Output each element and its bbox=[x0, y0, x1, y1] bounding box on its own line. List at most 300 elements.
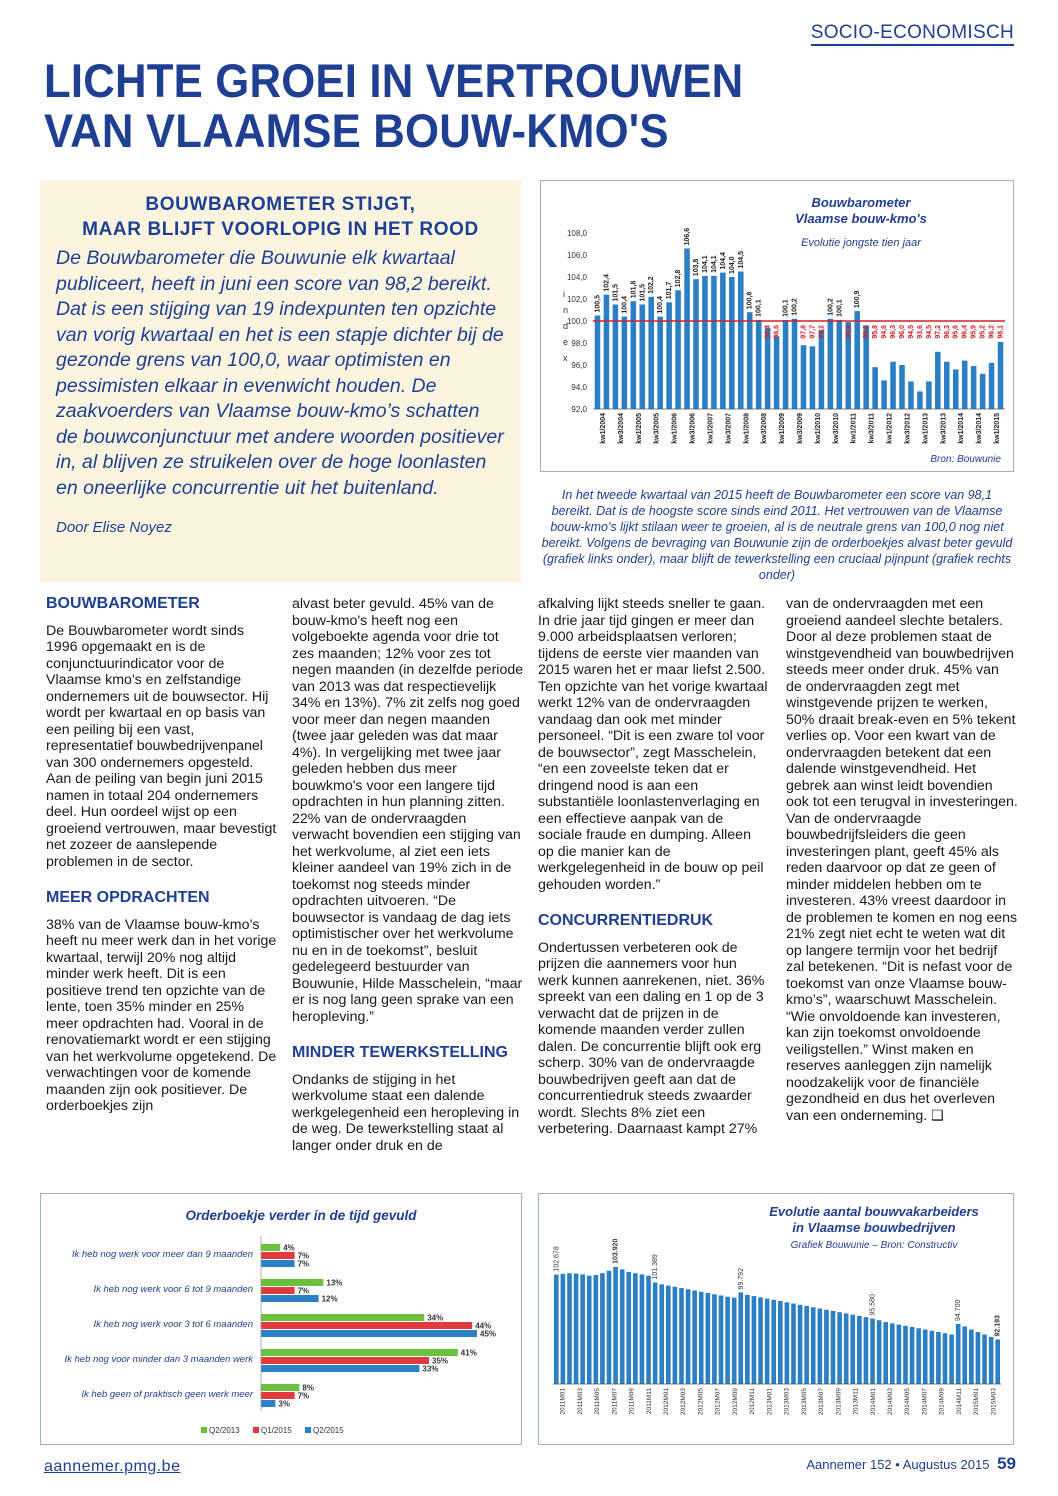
order-bar bbox=[261, 1279, 323, 1286]
worker-data-label: 103.920 bbox=[612, 1238, 620, 1264]
worker-bar bbox=[844, 1313, 849, 1384]
barometer-data-label: 104,4 bbox=[719, 252, 727, 270]
barometer-data-label: 96,2 bbox=[988, 325, 996, 339]
barometer-bar bbox=[926, 382, 932, 410]
bouwvakarbeiders-chart bbox=[538, 1193, 1014, 1445]
legend-swatch bbox=[305, 1427, 311, 1433]
barometer-data-label: 96,3 bbox=[890, 325, 898, 339]
worker-bar bbox=[811, 1307, 816, 1384]
section-heading: MINDER TEWERKSTELLING bbox=[292, 1044, 508, 1061]
worker-bar bbox=[659, 1284, 664, 1384]
article-paragraph: Ondertussen verbeteren ook de prijzen die aannemers voor hun werk kunnen aanrekenen, niet. 36% spreekt van een daling en 1 op de 3 verwacht dat de prijzen in de komende maanden verder zullen dalen. De concurrentie blijft ook erg scherp. 30% van de ondervraagde bouwbedrijven geeft aan dat de concurrentiedruk steeds zwaarder wordt. Slechts 8% ziet een verbetering. Daarnaast kampt 27% bbox=[538, 939, 765, 1137]
y-axis-label-letter: n bbox=[563, 305, 569, 315]
barometer-data-label: 100,8 bbox=[746, 291, 754, 310]
barometer-bar bbox=[810, 346, 816, 409]
x-tick-label: 2014M05 bbox=[904, 1388, 912, 1416]
intro-subtitle bbox=[56, 192, 505, 242]
order-bar bbox=[261, 1244, 280, 1251]
barometer-data-label: 96,3 bbox=[943, 325, 951, 339]
chart2-svg bbox=[41, 1194, 521, 1444]
worker-bar bbox=[732, 1298, 737, 1384]
article-column-1 bbox=[46, 596, 278, 1115]
x-tick-label: 2014M01 bbox=[869, 1388, 877, 1416]
order-bar bbox=[261, 1392, 295, 1399]
barometer-bar bbox=[980, 374, 986, 409]
barometer-bar bbox=[971, 366, 977, 409]
barometer-data-label: 95,9 bbox=[970, 325, 978, 339]
order-bar bbox=[261, 1357, 429, 1364]
worker-bar bbox=[897, 1325, 902, 1384]
barometer-data-label: 95,8 bbox=[872, 325, 880, 339]
chart3-title-line-2: in Vlaamse bouwbedrijven bbox=[792, 1220, 956, 1235]
worker-bar bbox=[916, 1328, 921, 1384]
order-bar bbox=[261, 1330, 477, 1337]
x-tick-label: kw3/2010 bbox=[832, 413, 840, 444]
x-tick-label: kw3/2014 bbox=[976, 413, 984, 444]
barometer-bar bbox=[819, 330, 825, 409]
barometer-data-label: 100,5 bbox=[594, 294, 602, 313]
y-axis-label-letter: d bbox=[563, 321, 569, 331]
worker-bar bbox=[883, 1322, 888, 1384]
x-tick-label: 2013M09 bbox=[835, 1388, 843, 1416]
x-tick-label: kw3/2004 bbox=[617, 413, 625, 444]
worker-bar bbox=[936, 1332, 941, 1384]
y-tick-label: 94,0 bbox=[571, 383, 587, 392]
article-paragraph: van de ondervraagden met een groeiend aandeel slechte betalers. Door al deze problemen staat de winstgevendheid van bouwbedrijven steeds meer onder druk. 45% van de ondervraagden zegt met winstgevende prijzen te werken, 50% draait break-even en 5% tekent verlies op. Voor een kwart van de ondervraagden betekent dat een dalende winstgevendheid. Het gebrek aan winst leidt bovendien ook tot een terugval in investeringen. Van de ondervraagde bouwbedrijfsleiders die geen investeringen plant, geeft 45% als reden daarvoor op dat ze geen of minder middelen hebben om te investeren. 43% vreest daardoor in de problemen te komen en nog eens 21% zegt niet echt te weten wat dit op langere termijn voor het bedrijf zal betekenen. “Dit is nefast voor de toekomst van onze Vlaamse bouw-kmo’s”, waarschuwt Masschelein. “Wie onvoldoende kan investeren, kan zijn toekomst onvoldoende veiligstellen.” Winst maken en reserves aanleggen zijn namelijk noodzakelijk voor de financiële gezondheid en dus het overleven van een onderneming. ❑ bbox=[786, 596, 1018, 1124]
y-tick-label: 98,0 bbox=[571, 339, 587, 348]
category-label: Ik heb nog werk voor meer dan 9 maanden bbox=[71, 1249, 253, 1260]
barometer-data-label: 104,0 bbox=[728, 256, 736, 274]
worker-bar bbox=[752, 1296, 757, 1384]
legend-label: Q2/2013 bbox=[209, 1426, 240, 1435]
x-tick-label: kw3/2007 bbox=[725, 413, 733, 444]
x-tick-label: kw3/2012 bbox=[904, 413, 912, 444]
worker-bar bbox=[738, 1292, 743, 1384]
x-tick-label: kw1/2014 bbox=[958, 413, 966, 444]
barometer-data-label: 102,8 bbox=[675, 269, 683, 288]
worker-bar bbox=[976, 1332, 981, 1384]
barometer-bar bbox=[774, 336, 780, 409]
worker-bar bbox=[626, 1272, 631, 1384]
worker-bar bbox=[607, 1271, 612, 1384]
barometer-bar bbox=[899, 365, 905, 409]
category-label: Ik heb nog werk voor 6 tot 9 maanden bbox=[93, 1284, 253, 1295]
worker-bar bbox=[646, 1276, 651, 1384]
barometer-bar bbox=[953, 369, 959, 409]
barometer-bar bbox=[998, 342, 1004, 409]
barometer-data-label: 94,5 bbox=[925, 325, 933, 339]
x-tick-label: kw3/2006 bbox=[689, 413, 697, 444]
footer-issue bbox=[806, 1454, 1016, 1474]
worker-bar bbox=[804, 1306, 809, 1384]
x-tick-label: 2014M03 bbox=[887, 1388, 894, 1416]
intro-box bbox=[40, 180, 521, 582]
barometer-bar bbox=[595, 316, 601, 410]
worker-bar bbox=[620, 1269, 625, 1384]
worker-bar bbox=[640, 1274, 645, 1384]
article-paragraph: alvast beter gevuld. 45% van de bouw-kmo's heeft nog een volgeboekte agenda voor drie tot zes maanden; 12% voor zes tot negen maanden (in dezelfde periode van 2013 was dat respectievelijk 34% en 13%). 7% zit zelfs nog goed voor meer dan negen maanden (twee jaar geleden was dat maar 4%). In vergelijking met twee jaar geleden hebben dus meer bouwkmo's voor een langere tijd opdrachten in hun planning zitten. 22% van de ondervraagden verwacht bovendien een stijging van het werkvolume, al ziet een iets kleiner aandeel van 19% zich in de toekomst nog steeds minder opdrachten uitvoeren. “De bouwsector is vandaag de dag iets optimistischer over het werkvolume nu en in de toekomst”, besluit gedelegeerd bestuurder van Bouwunie, Hilde Masschelein, “maar er is nog lang geen sprake van een heropleving.” bbox=[292, 596, 524, 1025]
barometer-data-label: 94,5 bbox=[907, 325, 915, 339]
barometer-bar bbox=[684, 248, 690, 409]
worker-bar bbox=[554, 1275, 559, 1384]
order-data-label: 35% bbox=[432, 1356, 449, 1366]
chart1-subtitle: Evolutie jongste tien jaar bbox=[801, 237, 921, 249]
article-column-3 bbox=[538, 596, 770, 1138]
barometer-data-label: 96,4 bbox=[961, 325, 969, 339]
barometer-bar bbox=[738, 272, 744, 410]
barometer-data-label: 101,8 bbox=[630, 280, 638, 299]
worker-data-label: 101.389 bbox=[652, 1254, 660, 1280]
article-column-4 bbox=[786, 596, 1018, 1124]
x-tick-label: kw1/2013 bbox=[922, 413, 930, 444]
section-tag: SOCIO-ECONOMISCH bbox=[811, 22, 1014, 46]
x-tick-label: 2015M03 bbox=[990, 1388, 998, 1416]
barometer-data-label: 99,6 bbox=[863, 325, 871, 339]
x-tick-label: kw1/2011 bbox=[850, 413, 858, 444]
worker-bar bbox=[587, 1276, 592, 1384]
article-column-2 bbox=[292, 596, 524, 1154]
article-paragraph: 38% van de Vlaamse bouw-kmo’s heeft nu meer werk dan in het vorige kwartaal, terwijl 20% nog altijd minder werk heeft. Dit is een positieve trend ten opzichte van de lente, toen 35% minder en 25% meer opdrachten had. Vooral in de renovatiemarkt wordt er een stijging van het werkvolume opgetekend. De verwachtingen voor de komende maanden zijn ook positiever. De orderboekjes zijn bbox=[46, 916, 277, 1114]
barometer-bar bbox=[783, 320, 789, 409]
intro-subtitle-line-2: MAAR BLIJFT VOORLOPIG IN HET ROOD bbox=[82, 219, 479, 240]
barometer-bar bbox=[657, 317, 663, 409]
footer-website[interactable]: aannemer.pmg.be bbox=[44, 1458, 181, 1475]
y-tick-label: 92,0 bbox=[571, 405, 587, 414]
barometer-data-label: 103,8 bbox=[693, 258, 700, 277]
barometer-bar bbox=[935, 352, 941, 409]
barometer-bar bbox=[720, 273, 726, 409]
chart2-title: Orderboekje verder in de tijd gevuld bbox=[185, 1208, 417, 1223]
order-bar bbox=[261, 1384, 299, 1391]
worker-bar bbox=[956, 1324, 961, 1384]
section-heading: MEER OPDRACHTEN bbox=[46, 889, 210, 906]
barometer-bar bbox=[828, 319, 834, 409]
x-tick-label: kw1/2015 bbox=[994, 413, 1002, 444]
article-paragraph: Ondanks de stijging in het werkvolume staat een dalende werkgelegenheid een heropleving in de weg. De tewerkstelling staat al langer onder druk en de bbox=[292, 1071, 520, 1154]
barometer-bar bbox=[765, 328, 771, 409]
barometer-bar bbox=[792, 319, 798, 409]
worker-bar bbox=[995, 1339, 1000, 1384]
barometer-data-label: 96,0 bbox=[899, 325, 906, 339]
worker-bar bbox=[903, 1326, 908, 1384]
barometer-data-label: 101,7 bbox=[666, 281, 674, 300]
chart1-title-line-1: Bouwbarometer bbox=[811, 195, 911, 210]
worker-bar bbox=[567, 1273, 572, 1384]
x-tick-label: 2011M07 bbox=[611, 1388, 619, 1415]
worker-bar bbox=[666, 1286, 671, 1384]
order-bar bbox=[261, 1314, 424, 1321]
order-data-label: 41% bbox=[460, 1348, 477, 1358]
worker-bar bbox=[850, 1315, 855, 1384]
x-tick-label: 2011M01 bbox=[559, 1388, 567, 1415]
worker-bar bbox=[818, 1308, 823, 1384]
chart1-source: Bron: Bouwunie bbox=[930, 454, 1001, 465]
worker-bar bbox=[910, 1327, 915, 1384]
barometer-bar bbox=[881, 380, 887, 409]
barometer-data-label: 100,4 bbox=[657, 296, 665, 314]
worker-bar bbox=[699, 1292, 704, 1384]
order-bar bbox=[261, 1287, 295, 1294]
x-tick-label: 2012M05 bbox=[697, 1388, 705, 1416]
x-tick-label: 2012M01 bbox=[663, 1388, 670, 1416]
barometer-bar bbox=[944, 362, 950, 409]
barometer-data-label: 100,1 bbox=[836, 299, 844, 317]
y-tick-label: 104,0 bbox=[566, 273, 587, 282]
barometer-bar bbox=[989, 363, 995, 409]
x-tick-label: kw3/2009 bbox=[797, 413, 804, 444]
order-data-label: 7% bbox=[297, 1286, 310, 1296]
x-tick-label: kw3/2008 bbox=[761, 413, 769, 444]
worker-bar bbox=[798, 1305, 803, 1384]
barometer-bar bbox=[962, 361, 968, 409]
headline-line-1: LICHTE GROEI IN VERTROUWEN bbox=[44, 54, 744, 107]
x-tick-label: 2014M09 bbox=[938, 1388, 946, 1416]
headline-line-2: VAN VLAAMSE BOUW-KMO'S bbox=[44, 104, 669, 157]
chart1-caption: In het tweede kwartaal van 2015 heeft de Bouwbarometer een score van 98,1 bereikt. Dat is de hoogste score sinds eind 2011. Het vertrouwen van de Vlaamse bouw-kmo's lijkt stilaan weer te groeien, al is de neutrale grens van 100,0 nog niet bereikt. Volgens de bevraging van Bouwunie zijn de orderboekjes alvast beter gevuld (grafiek links onder), maar blijft de tewerkstelling een cruciaal pijnpunt (grafiek rechts onder) bbox=[541, 488, 1013, 582]
chart3-title-line-1: Evolutie aantal bouwvakarbeiders bbox=[769, 1204, 979, 1219]
worker-bar bbox=[633, 1273, 638, 1384]
worker-data-label: 102.678 bbox=[553, 1246, 561, 1272]
x-tick-label: 2011M11 bbox=[645, 1388, 653, 1415]
y-tick-label: 108,0 bbox=[566, 229, 587, 238]
barometer-data-label: 100,1 bbox=[755, 299, 763, 317]
worker-bar bbox=[719, 1295, 724, 1384]
barometer-data-label: 97,7 bbox=[809, 325, 817, 339]
worker-bar bbox=[824, 1310, 829, 1384]
x-tick-label: 2013M03 bbox=[783, 1388, 791, 1416]
barometer-bar bbox=[648, 297, 654, 409]
order-data-label: 7% bbox=[297, 1391, 310, 1401]
barometer-data-label: 104,1 bbox=[710, 255, 718, 273]
orderboekje-chart bbox=[40, 1193, 522, 1445]
x-tick-label: 2013M11 bbox=[852, 1388, 860, 1415]
barometer-bar bbox=[756, 320, 762, 409]
x-tick-label: 2012M03 bbox=[680, 1388, 688, 1416]
headline bbox=[44, 56, 955, 156]
barometer-data-label: 100,4 bbox=[621, 296, 629, 314]
worker-bar bbox=[725, 1297, 730, 1384]
barometer-data-label: 97,2 bbox=[934, 325, 942, 339]
barometer-data-label: 100,2 bbox=[827, 298, 835, 316]
barometer-data-label: 100,1 bbox=[782, 299, 790, 317]
order-data-label: 8% bbox=[302, 1383, 314, 1393]
worker-bar bbox=[594, 1275, 599, 1384]
y-tick-label: 106,0 bbox=[566, 251, 587, 260]
order-data-label: 13% bbox=[326, 1278, 343, 1288]
x-tick-label: 2012M09 bbox=[731, 1388, 739, 1416]
order-data-label: 33% bbox=[422, 1364, 439, 1374]
worker-bar bbox=[673, 1287, 678, 1384]
intro-subtitle-line-1: BOUWBAROMETER STIJGT, bbox=[145, 194, 416, 215]
order-data-label: 3% bbox=[278, 1399, 290, 1409]
barometer-bar bbox=[729, 277, 735, 409]
barometer-bar bbox=[613, 305, 619, 410]
order-data-label: 4% bbox=[283, 1243, 295, 1253]
x-tick-label: 2012M11 bbox=[749, 1388, 757, 1415]
worker-bar bbox=[778, 1301, 783, 1384]
worker-bar bbox=[771, 1300, 776, 1384]
worker-bar bbox=[686, 1289, 691, 1384]
barometer-data-label: 94,6 bbox=[881, 325, 889, 339]
y-tick-label: 102,0 bbox=[566, 295, 587, 304]
worker-bar bbox=[600, 1273, 605, 1384]
worker-bar bbox=[864, 1317, 869, 1384]
order-bar bbox=[261, 1400, 275, 1407]
worker-bar bbox=[758, 1297, 763, 1384]
barometer-data-label: 93,6 bbox=[916, 325, 924, 339]
x-tick-label: kw1/2007 bbox=[707, 413, 715, 444]
barometer-bar bbox=[837, 320, 843, 409]
worker-bar bbox=[679, 1288, 684, 1384]
barometer-data-label: 101,5 bbox=[612, 283, 620, 302]
barometer-bar bbox=[639, 305, 645, 410]
worker-bar bbox=[890, 1323, 895, 1384]
barometer-data-label: 104,5 bbox=[737, 250, 745, 269]
barometer-bar bbox=[666, 302, 672, 409]
category-label: Ik heb nog werk voor 3 tot 6 maanden bbox=[93, 1319, 253, 1330]
barometer-bar bbox=[917, 391, 923, 409]
x-tick-label: 2011M05 bbox=[594, 1388, 602, 1415]
barometer-bar bbox=[711, 276, 717, 409]
barometer-data-label: 101,5 bbox=[639, 283, 647, 302]
bouwbarometer-chart bbox=[540, 180, 1014, 472]
y-axis-label-letter: e bbox=[563, 337, 569, 347]
worker-bar bbox=[785, 1302, 790, 1384]
worker-bar bbox=[653, 1283, 658, 1384]
barometer-data-label: 104,1 bbox=[701, 255, 709, 273]
barometer-data-label: 97,8 bbox=[800, 325, 808, 339]
order-bar bbox=[261, 1322, 472, 1329]
x-tick-label: kw3/2011 bbox=[868, 413, 876, 444]
order-data-label: 44% bbox=[475, 1321, 492, 1331]
worker-bar bbox=[943, 1333, 948, 1384]
barometer-bar bbox=[854, 311, 860, 409]
x-tick-label: kw1/2012 bbox=[886, 413, 894, 444]
worker-bar bbox=[989, 1337, 994, 1384]
barometer-bar bbox=[675, 290, 681, 409]
x-tick-label: kw3/2005 bbox=[653, 413, 661, 444]
x-tick-label: 2011M03 bbox=[576, 1388, 584, 1415]
worker-bar bbox=[923, 1330, 928, 1384]
x-tick-label: kw1/2005 bbox=[635, 413, 643, 444]
worker-bar bbox=[613, 1267, 618, 1384]
footer-issue-text: Aannemer 152 • Augustus 2015 bbox=[806, 1457, 990, 1472]
barometer-data-label: 95,2 bbox=[979, 325, 987, 339]
x-tick-label: kw1/2008 bbox=[743, 413, 751, 444]
y-tick-label: 100,0 bbox=[566, 317, 587, 326]
worker-bar bbox=[706, 1293, 711, 1384]
x-tick-label: 2012M07 bbox=[714, 1388, 722, 1416]
chart1-svg bbox=[541, 181, 1013, 471]
worker-bar bbox=[745, 1295, 750, 1384]
worker-data-label: 94.700 bbox=[955, 1299, 963, 1321]
worker-bar bbox=[949, 1334, 954, 1384]
worker-bar bbox=[765, 1299, 770, 1384]
barometer-data-label: 102,2 bbox=[648, 276, 656, 294]
worker-bar bbox=[857, 1316, 862, 1384]
section-heading: CONCURRENTIEDRUK bbox=[538, 912, 714, 929]
barometer-data-label: 98,6 bbox=[773, 325, 781, 339]
x-tick-label: 2015M01 bbox=[973, 1388, 981, 1416]
legend-swatch bbox=[201, 1427, 207, 1433]
barometer-bar bbox=[631, 301, 637, 409]
section-heading: BOUWBAROMETER bbox=[46, 595, 200, 612]
barometer-bar bbox=[693, 279, 699, 409]
barometer-data-label: 95,6 bbox=[952, 325, 960, 339]
worker-bar bbox=[837, 1312, 842, 1384]
worker-bar bbox=[969, 1330, 974, 1384]
barometer-bar bbox=[604, 295, 610, 409]
chart1-title-line-2: Vlaamse bouw-kmo's bbox=[795, 211, 927, 226]
worker-bar bbox=[692, 1291, 697, 1384]
barometer-bar bbox=[908, 382, 914, 410]
article-paragraph: De Bouwbarometer wordt sinds 1996 opgemaakt en is de conjunctuurindicator voor de Vlaamse kmo's en zelfstandige ondernemers uit de bouwsector. Hij wordt per kwartaal en op basis van een peiling bij een vast, representatief bouwbedrijvenpanel van 300 ondernemers opgesteld. Aan de peiling van begin juni 2015 namen in totaal 204 ondernemers deel. Hun oordeel wijst op een groeiend vertrouwen, maar bevestigt net zozeer de aanslepende problemen in de sector. bbox=[46, 622, 277, 870]
legend-label: Q1/2015 bbox=[261, 1426, 292, 1435]
worker-bar bbox=[877, 1320, 882, 1384]
x-tick-label: 2014M07 bbox=[921, 1388, 929, 1416]
order-data-label: 12% bbox=[321, 1294, 338, 1304]
chart3-subtitle: Grafiek Bouwunie – Bron: Constructiv bbox=[790, 1240, 958, 1251]
worker-bar bbox=[580, 1274, 585, 1384]
worker-bar bbox=[561, 1274, 566, 1384]
order-bar bbox=[261, 1349, 458, 1356]
order-data-label: 7% bbox=[297, 1251, 310, 1261]
x-tick-label: kw3/2013 bbox=[940, 413, 948, 444]
barometer-data-label: 102,4 bbox=[603, 274, 611, 292]
chart3-svg bbox=[539, 1194, 1013, 1444]
worker-bar bbox=[831, 1311, 836, 1384]
barometer-data-label: 99,2 bbox=[818, 325, 826, 339]
x-tick-label: 2013M01 bbox=[766, 1388, 774, 1416]
x-tick-label: 2013M05 bbox=[800, 1388, 808, 1416]
order-bar bbox=[261, 1252, 295, 1259]
worker-bar bbox=[930, 1331, 935, 1384]
worker-bar bbox=[712, 1294, 717, 1384]
worker-bar bbox=[982, 1334, 987, 1384]
legend-swatch bbox=[253, 1427, 259, 1433]
barometer-data-label: 100,9 bbox=[854, 290, 862, 309]
order-bar bbox=[261, 1295, 319, 1302]
barometer-bar bbox=[872, 367, 878, 409]
x-tick-label: kw1/2004 bbox=[599, 413, 607, 444]
intro-text: De Bouwbarometer die Bouwunie elk kwartaal publiceert, heeft in juni een score van 98,2 bereikt. Dat is een stijging van 19 indexpunten ten opzichte van vorig kwartaal en het is een stapje dichter bij de gezonde grens van 100,0, waar optimisten en pessimisten elkaar in evenwicht houden. De zaakvoerders van Vlaamse bouw-kmo’s schatten de bouwconjunctuur met andere woorden positiever in, al blijven ze struikelen over de hoge loonlasten en oneerlijke concurrentie uit het buitenland. bbox=[56, 247, 504, 499]
x-tick-label: kw1/2006 bbox=[671, 413, 679, 444]
category-label: Ik heb geen of praktisch geen werk meer bbox=[81, 1389, 253, 1400]
x-tick-label: 2013M07 bbox=[818, 1388, 826, 1416]
barometer-bar bbox=[801, 345, 807, 409]
order-data-label: 7% bbox=[297, 1259, 310, 1269]
order-data-label: 45% bbox=[480, 1329, 497, 1339]
barometer-bar bbox=[747, 312, 753, 409]
footer-page-number: 59 bbox=[997, 1454, 1016, 1473]
x-tick-label: kw1/2010 bbox=[814, 413, 822, 444]
worker-bar bbox=[870, 1319, 875, 1384]
barometer-data-label: 106,6 bbox=[684, 227, 692, 246]
order-bar bbox=[261, 1365, 419, 1372]
legend-label: Q2/2015 bbox=[313, 1426, 344, 1435]
category-label: Ik heb nog voor minder dan 3 maanden werk bbox=[64, 1354, 253, 1365]
worker-bar bbox=[574, 1274, 579, 1385]
barometer-data-label: 99,9 bbox=[845, 325, 853, 339]
barometer-bar bbox=[890, 362, 896, 409]
y-tick-label: 96,0 bbox=[571, 361, 587, 370]
x-tick-label: kw1/2009 bbox=[779, 413, 787, 444]
worker-bar bbox=[791, 1304, 796, 1384]
worker-data-label: 99.792 bbox=[737, 1268, 745, 1290]
worker-data-label: 95.580 bbox=[869, 1294, 877, 1316]
order-data-label: 34% bbox=[427, 1313, 444, 1323]
worker-bar bbox=[962, 1326, 967, 1384]
